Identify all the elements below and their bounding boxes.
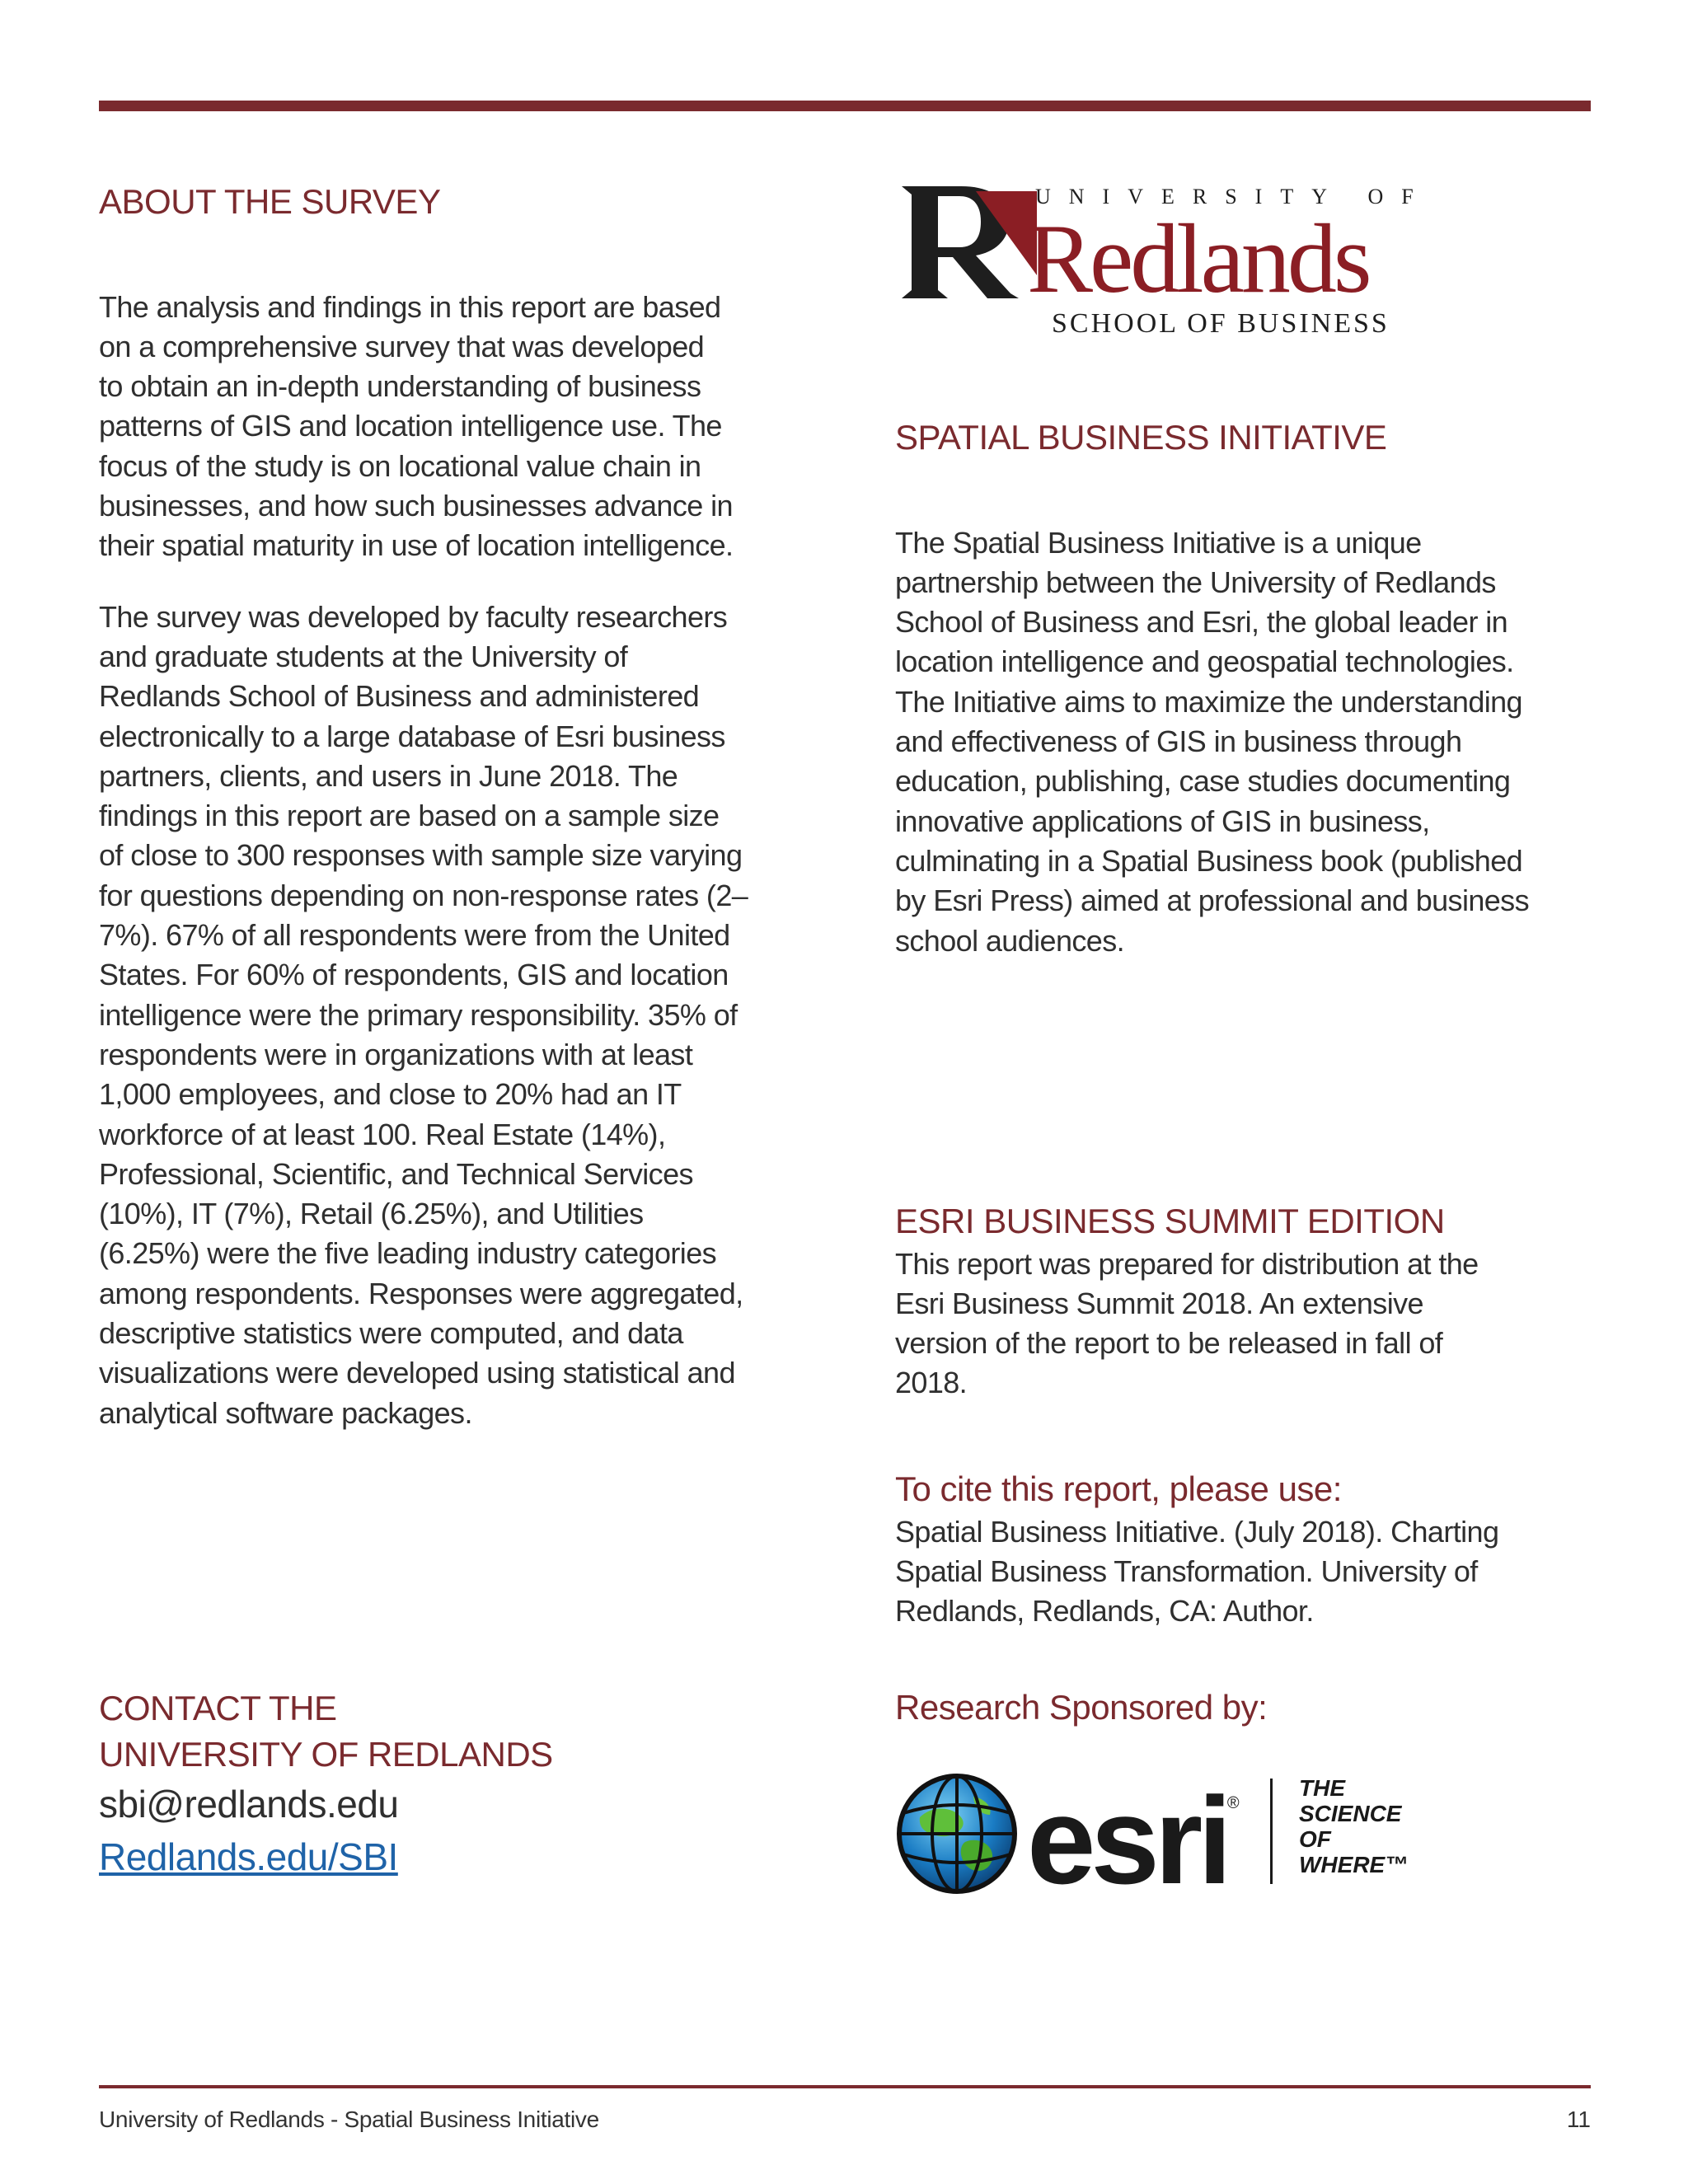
contact-website-link[interactable]: Redlands.edu/SBI: [99, 1835, 398, 1879]
sbi-block: [895, 415, 1554, 961]
logo-redlands-wordmark: Redlands: [1027, 204, 1369, 313]
logo-school-of-business: SCHOOL OF BUSINESS: [1052, 308, 1390, 339]
sbi-heading: SPATIAL BUSINESS INITIATIVE: [895, 418, 1387, 457]
contact-block: [99, 1685, 750, 1884]
registered-mark: ®: [1226, 1794, 1240, 1812]
top-rule: [99, 101, 1591, 111]
university-of-redlands-logo: [895, 185, 1432, 341]
esri-logo: [895, 1771, 1423, 1910]
left-column: [99, 180, 750, 1433]
redlands-r-mark-icon: [895, 185, 1039, 300]
about-heading: ABOUT THE SURVEY: [99, 182, 441, 221]
summit-block: [895, 1199, 1489, 1404]
sponsor-block: [895, 1685, 1554, 1731]
summit-paragraph: This report was prepared for distribution at the Esri Business Summit 2018. An extensive version of the report to be released in fall of 2018.: [895, 1246, 1479, 1400]
esri-globe-icon: [895, 1772, 1019, 1896]
sbi-paragraph: The Spatial Business Initiative is a unique partnership between the University of Redlands School of Business and Esri, the global leader in location intelligence and geospatial technologies. The Initiative aims to maximize the understanding and effectiveness of GIS in business through education, publishing, case studies documenting innovative applications of GIS in business, culminating in a Spatial Business book (published by Esri Press) aimed at professional and business school audiences.: [895, 525, 1529, 958]
bottom-rule: [99, 2085, 1591, 2088]
page-number: 11: [1566, 2107, 1591, 2132]
cite-heading: To cite this report, please use:: [895, 1469, 1342, 1508]
contact-heading-line2: UNIVERSITY OF REDLANDS: [99, 1735, 553, 1774]
summit-heading: ESRI BUSINESS SUMMIT EDITION: [895, 1202, 1445, 1240]
contact-heading-line1: CONTACT THE: [99, 1689, 337, 1727]
contact-email[interactable]: sbi@redlands.edu: [99, 1783, 399, 1825]
about-paragraph-1: The analysis and findings in this report are based on a comprehensive survey that was developed to obtain an in-depth understanding of business patterns of GIS and location intelligence use. The focus of the study is on locational value chain in businesses, and how such businesses advance in their spatial maturity in use of location intelligence.: [99, 289, 734, 563]
about-paragraph-2: The survey was developed by faculty researchers and graduate students at the University of Redlands School of Business and administered electronically to a large database of Esri business partners, clients, and users in June 2018. The findings in this report are based on a sample size of close to 300 responses with sample size varying for questions depending on non-response rates (2–7%). 67% of all respondents were from the United States. For 60% of respondents, GIS and location intelligence were the primary responsibility. 35% of respondents were in organizations with at least 1,000 employees, and close to 20% had an IT workforce of at least 100. Real Estate (14%), Professional, Scientific, and Technical Services (10%), IT (7%), Retail (6.25%), and Utilities (6.25%) were the five leading industry categories among respondents. Responses were aggregated, descriptive statistics were computed, and data visualizations were developed using statistical and analytical software packages.: [99, 599, 748, 1430]
cite-paragraph: Spatial Business Initiative. (July 2018). Charting Spatial Business Transformation. University of Redlands, Redlands, CA: Author.: [895, 1514, 1499, 1629]
esri-divider: [1270, 1779, 1273, 1884]
footer-title: University of Redlands - Spatial Business Initiative: [99, 2107, 599, 2132]
sponsor-heading: Research Sponsored by:: [895, 1688, 1268, 1727]
esri-tagline: THE SCIENCE OF WHERE™: [1299, 1775, 1409, 1877]
logo-university-of: UNIVERSITY OF: [1035, 185, 1432, 209]
cite-block: [895, 1467, 1554, 1631]
esri-wordmark: esri®: [1027, 1771, 1240, 1910]
